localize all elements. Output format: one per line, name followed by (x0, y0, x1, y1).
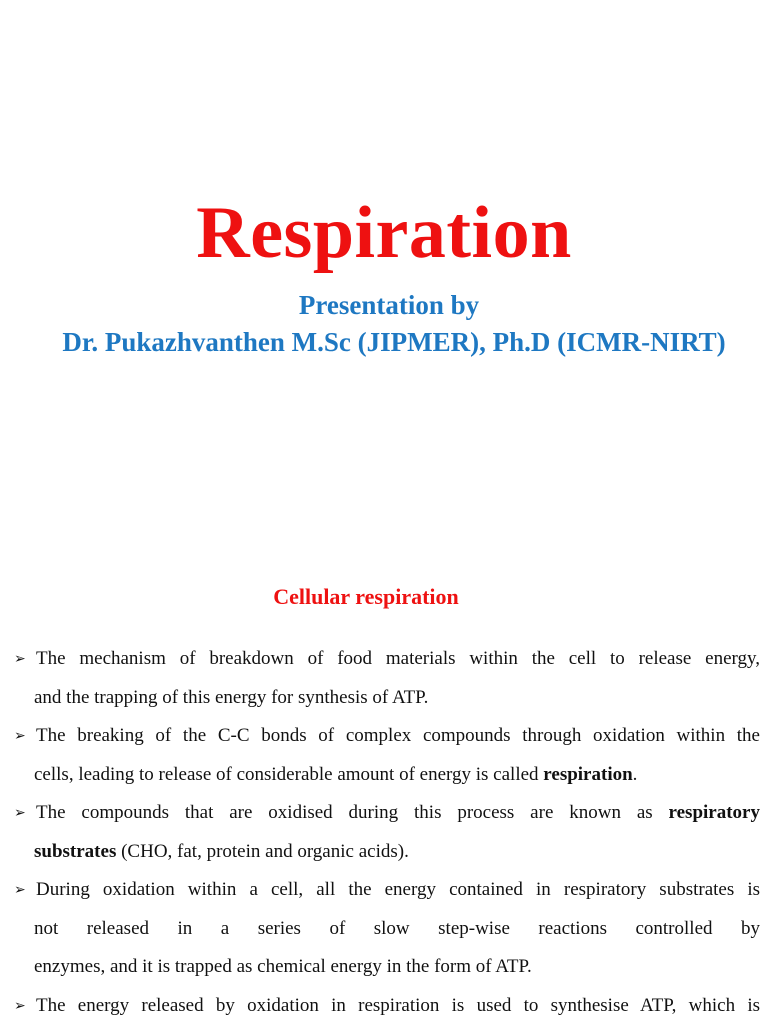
bullet-line: not released in a series of slow step-wise reactions controlled by (14, 910, 760, 949)
bullet-text: cells, leading to release of considerable amount of energy is called (34, 764, 543, 785)
arrow-bullet-icon: ➢ (14, 871, 36, 910)
arrow-bullet-icon: ➢ (14, 640, 36, 679)
bold-term: substrates (34, 841, 116, 862)
bullet-item (14, 717, 760, 794)
slide-title: Respiration (0, 188, 768, 278)
bullet-line (14, 640, 760, 679)
bold-term: respiratory (669, 802, 760, 823)
bullet-text: The mechanism of breakdown of food materials within the cell to release energy, (36, 648, 760, 669)
bullet-text: . (633, 764, 638, 785)
bullet-line (14, 717, 760, 756)
bullet-text: The breaking of the C-C bonds of complex compounds through oxidation within the (36, 725, 760, 746)
bullet-list (14, 640, 760, 1025)
bullet-line: and the trapping of this energy for synthesis of ATP. (14, 679, 760, 718)
arrow-bullet-icon: ➢ (14, 987, 36, 1025)
bullet-line (14, 833, 760, 872)
section-heading: Cellular respiration (0, 583, 732, 611)
author-credit: Dr. Pukazhvanthen M.Sc (JIPMER), Ph.D (ICMR-NIRT) (10, 325, 768, 359)
bullet-item (14, 640, 760, 717)
bullet-text: The energy released by oxidation in respiration is used to synthesise ATP, which is (36, 995, 760, 1016)
bullet-line (14, 756, 760, 795)
arrow-bullet-icon: ➢ (14, 717, 36, 756)
bullet-text: The compounds that are oxidised during this process are known as (36, 802, 669, 823)
bold-term: respiration (543, 764, 632, 785)
presented-by-text: Presentation by (0, 288, 768, 322)
arrow-bullet-icon: ➢ (14, 794, 36, 833)
bullet-item (14, 871, 760, 987)
bullet-line (14, 794, 760, 833)
bullet-line (14, 987, 760, 1025)
bullet-line (14, 871, 760, 910)
bullet-line: enzymes, and it is trapped as chemical energy in the form of ATP. (14, 948, 760, 987)
bullet-item (14, 987, 760, 1025)
bullet-text: During oxidation within a cell, all the energy contained in respiratory substrates is (36, 879, 760, 900)
bullet-item (14, 794, 760, 871)
bullet-text: (CHO, fat, protein and organic acids). (116, 841, 408, 862)
